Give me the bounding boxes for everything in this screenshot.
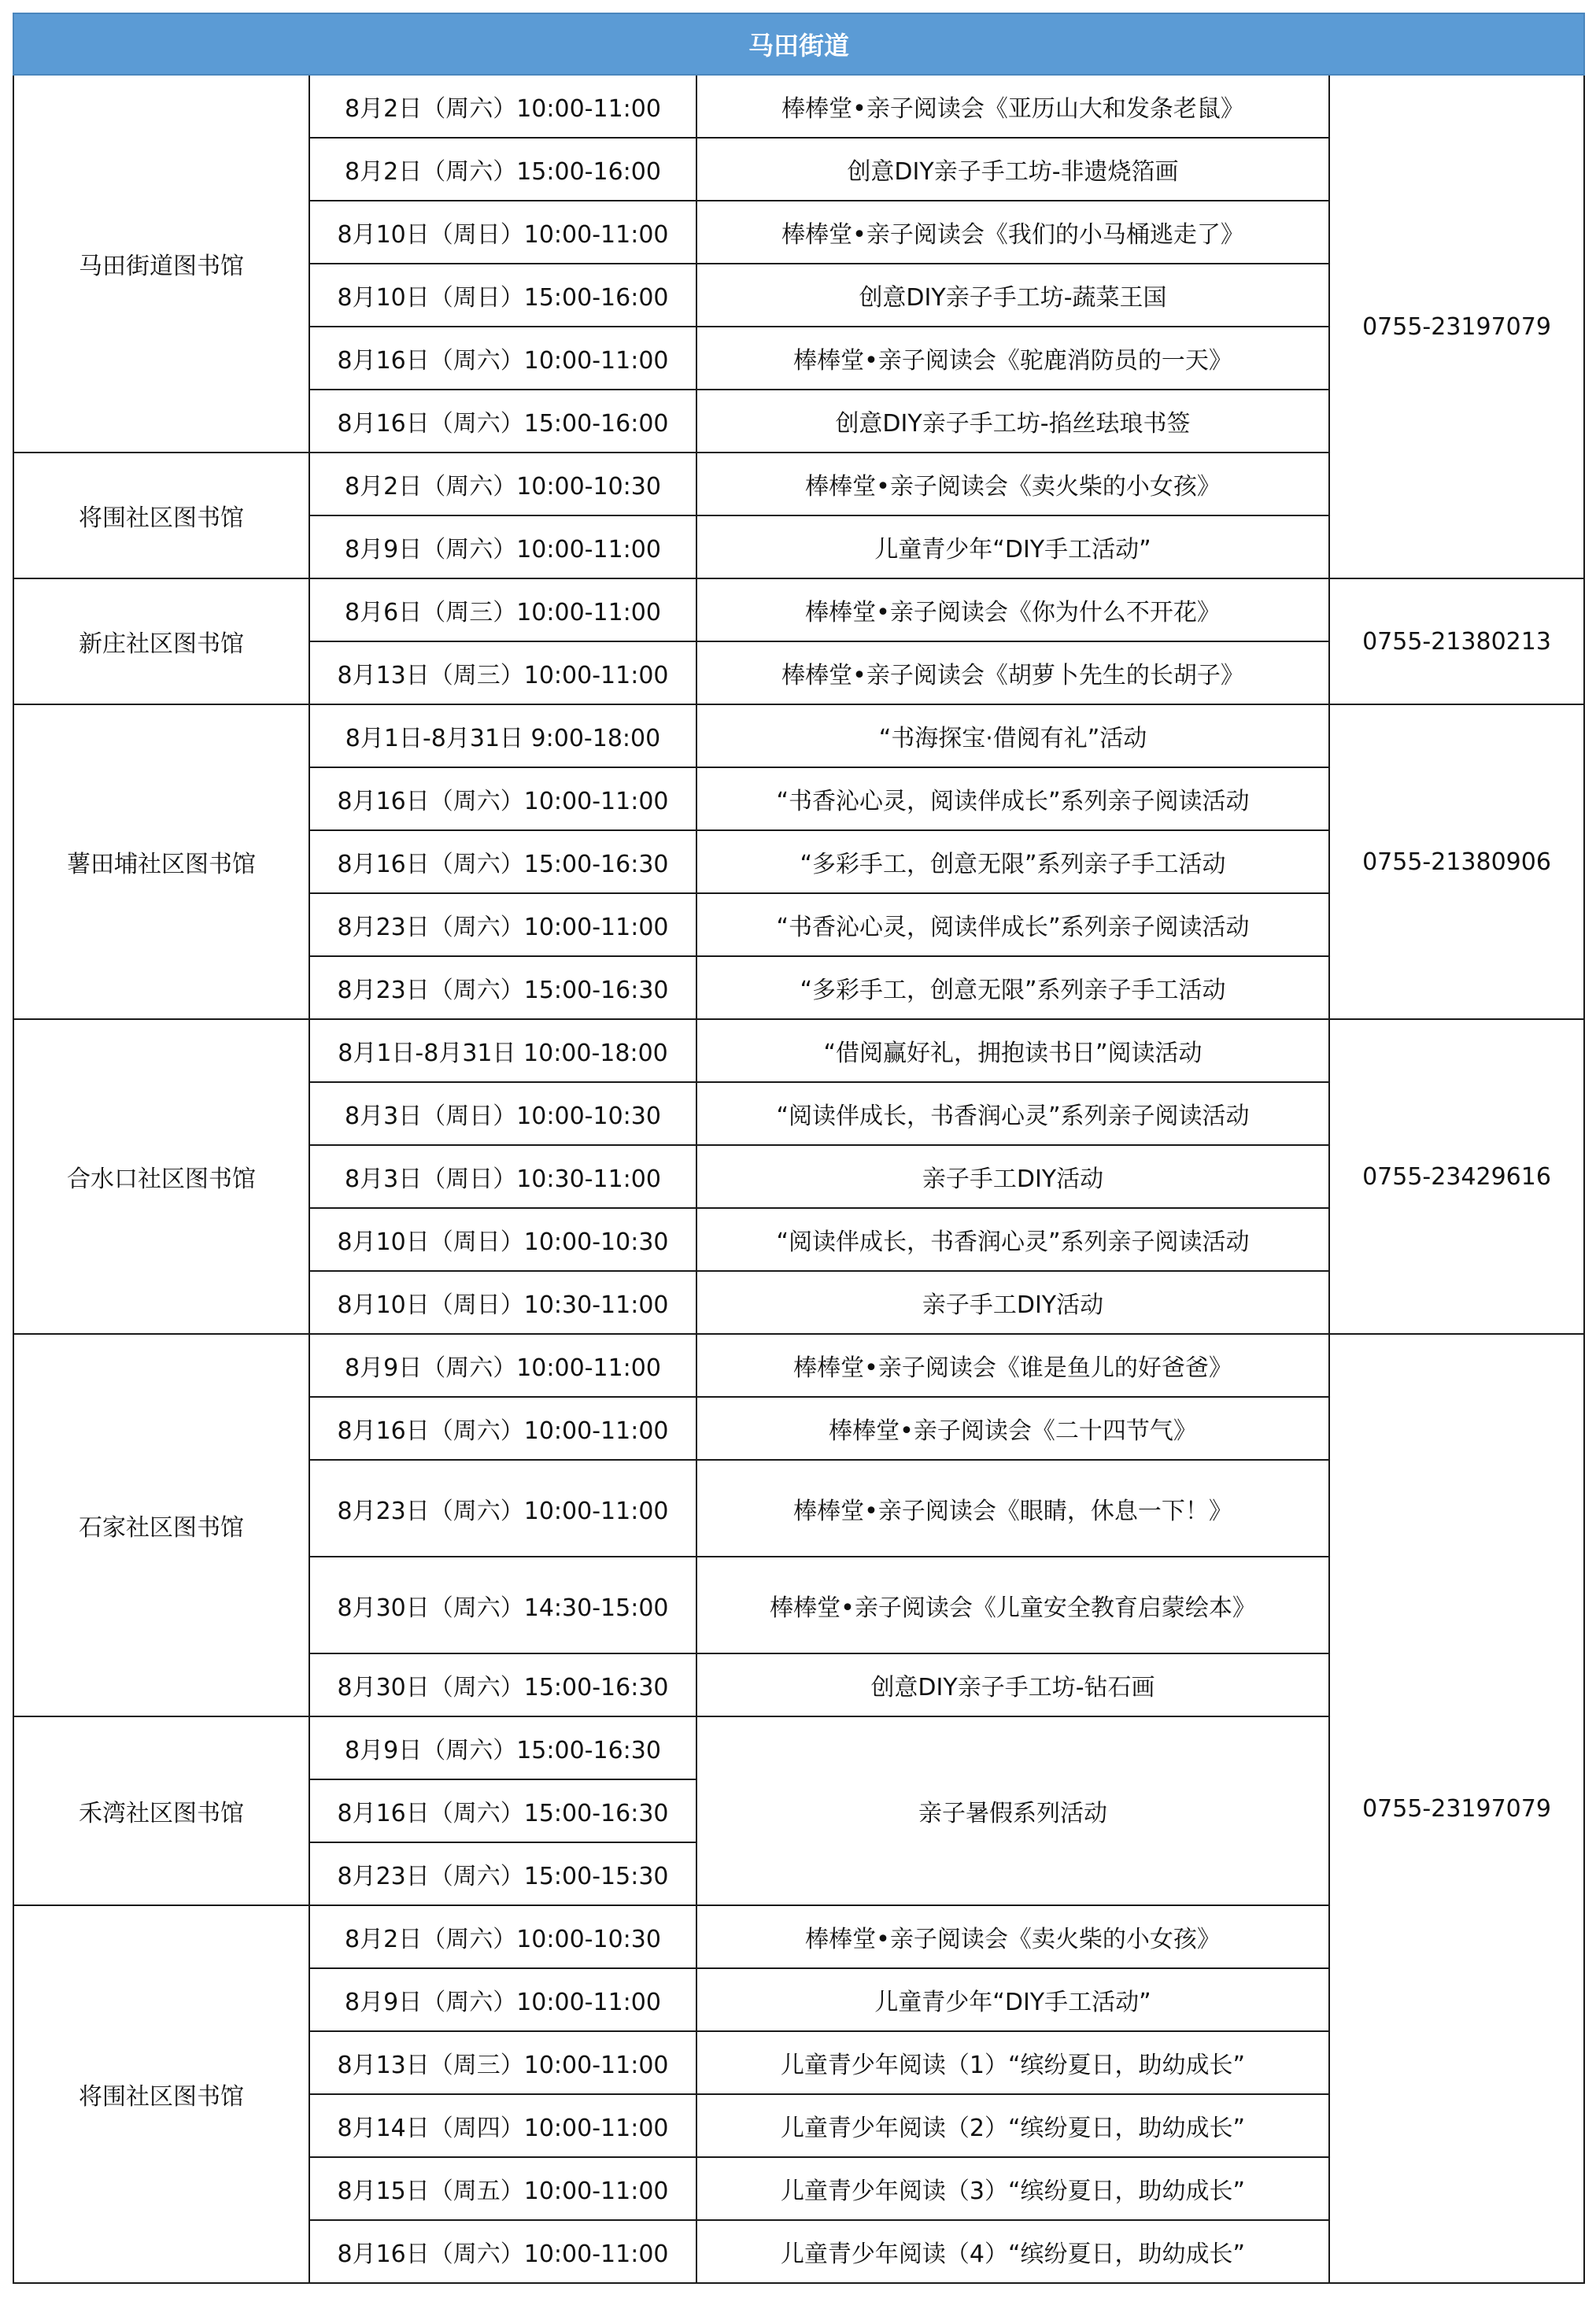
library-name: 薯田埔社区图书馆 <box>13 704 309 1019</box>
session-time: 8月30日（周六）15:00-16:30 <box>309 1653 696 1716</box>
activity-title: 创意DIY亲子手工坊-钻石画 <box>696 1653 1329 1716</box>
activity-title: 亲子手工DIY活动 <box>696 1271 1329 1334</box>
session-time: 8月1日-8月31日 9:00-18:00 <box>309 704 696 767</box>
contact-phone: 0755-23197079 <box>1329 1334 1584 2283</box>
session-time: 8月13日（周三）10:00-11:00 <box>309 2031 696 2094</box>
activity-title: 棒棒堂•亲子阅读会《二十四节气》 <box>696 1397 1329 1460</box>
table-row <box>13 578 1584 641</box>
library-name: 合水口社区图书馆 <box>13 1019 309 1334</box>
session-time: 8月23日（周六）15:00-16:30 <box>309 956 696 1019</box>
activity-title: 棒棒堂•亲子阅读会《胡萝卜先生的长胡子》 <box>696 641 1329 704</box>
contact-phone: 0755-23197079 <box>1329 75 1584 578</box>
table-row <box>13 704 1584 767</box>
session-time: 8月16日（周六）10:00-11:00 <box>309 327 696 390</box>
activity-title: 儿童青少年阅读（3）“缤纷夏日，助幼成长” <box>696 2157 1329 2220</box>
activity-title: 棒棒堂•亲子阅读会《亚历山大和发条老鼠》 <box>696 75 1329 138</box>
activity-title: “书香沁心灵，阅读伴成长”系列亲子阅读活动 <box>696 767 1329 830</box>
session-time: 8月23日（周六）15:00-15:30 <box>309 1842 696 1905</box>
activity-schedule-table <box>13 13 1585 2284</box>
session-time: 8月16日（周六）15:00-16:00 <box>309 390 696 453</box>
session-time: 8月2日（周六）10:00-11:00 <box>309 75 696 138</box>
activity-title: 创意DIY亲子手工坊-掐丝珐琅书签 <box>696 390 1329 453</box>
header-row <box>13 13 1584 75</box>
activity-title: 亲子手工DIY活动 <box>696 1145 1329 1208</box>
activity-title: “阅读伴成长，书香润心灵”系列亲子阅读活动 <box>696 1208 1329 1271</box>
contact-phone: 0755-23429616 <box>1329 1019 1584 1334</box>
activity-title: 棒棒堂•亲子阅读会《眼睛，休息一下！》 <box>696 1460 1329 1557</box>
activity-title: 亲子暑假系列活动 <box>696 1716 1329 1905</box>
session-time: 8月3日（周日）10:30-11:00 <box>309 1145 696 1208</box>
session-time: 8月23日（周六）10:00-11:00 <box>309 1460 696 1557</box>
session-time: 8月2日（周六）15:00-16:00 <box>309 138 696 201</box>
activity-title: “多彩手工，创意无限”系列亲子手工活动 <box>696 830 1329 893</box>
contact-phone: 0755-21380213 <box>1329 578 1584 704</box>
session-time: 8月23日（周六）10:00-11:00 <box>309 893 696 956</box>
activity-title: 棒棒堂•亲子阅读会《你为什么不开花》 <box>696 578 1329 641</box>
session-time: 8月1日-8月31日 10:00-18:00 <box>309 1019 696 1082</box>
activity-title: 创意DIY亲子手工坊-非遗烧箔画 <box>696 138 1329 201</box>
activity-title: 儿童青少年阅读（2）“缤纷夏日，助幼成长” <box>696 2094 1329 2157</box>
session-time: 8月10日（周日）10:30-11:00 <box>309 1271 696 1334</box>
activity-title: “书香沁心灵，阅读伴成长”系列亲子阅读活动 <box>696 893 1329 956</box>
activity-title: 儿童青少年阅读（1）“缤纷夏日，助幼成长” <box>696 2031 1329 2094</box>
session-time: 8月6日（周三）10:00-11:00 <box>309 578 696 641</box>
activity-title: “书海探宝·借阅有礼”活动 <box>696 704 1329 767</box>
session-time: 8月16日（周六）10:00-11:00 <box>309 767 696 830</box>
library-name: 马田街道图书馆 <box>13 75 309 453</box>
session-time: 8月10日（周日）10:00-11:00 <box>309 201 696 264</box>
table-row <box>13 1334 1584 1397</box>
session-time: 8月9日（周六）10:00-11:00 <box>309 1334 696 1397</box>
activity-title: 棒棒堂•亲子阅读会《驼鹿消防员的一天》 <box>696 327 1329 390</box>
table-row <box>13 1019 1584 1082</box>
activity-title: 棒棒堂•亲子阅读会《卖火柴的小女孩》 <box>696 453 1329 515</box>
activity-title: 创意DIY亲子手工坊-蔬菜王国 <box>696 264 1329 327</box>
session-time: 8月3日（周日）10:00-10:30 <box>309 1082 696 1145</box>
activity-title: “阅读伴成长，书香润心灵”系列亲子阅读活动 <box>696 1082 1329 1145</box>
activity-title: “借阅赢好礼，拥抱读书日”阅读活动 <box>696 1019 1329 1082</box>
activity-title: 棒棒堂•亲子阅读会《卖火柴的小女孩》 <box>696 1905 1329 1968</box>
session-time: 8月16日（周六）15:00-16:30 <box>309 1779 696 1842</box>
district-title: 马田街道 <box>13 13 1584 75</box>
session-time: 8月13日（周三）10:00-11:00 <box>309 641 696 704</box>
session-time: 8月9日（周六）15:00-16:30 <box>309 1716 696 1779</box>
session-time: 8月9日（周六）10:00-11:00 <box>309 1968 696 2031</box>
library-name: 将围社区图书馆 <box>13 1905 309 2283</box>
library-name: 禾湾社区图书馆 <box>13 1716 309 1905</box>
table-row <box>13 75 1584 138</box>
session-time: 8月9日（周六）10:00-11:00 <box>309 515 696 578</box>
session-time: 8月2日（周六）10:00-10:30 <box>309 1905 696 1968</box>
session-time: 8月16日（周六）15:00-16:30 <box>309 830 696 893</box>
session-time: 8月2日（周六）10:00-10:30 <box>309 453 696 515</box>
activity-title: 儿童青少年阅读（4）“缤纷夏日，助幼成长” <box>696 2220 1329 2283</box>
session-time: 8月30日（周六）14:30-15:00 <box>309 1557 696 1653</box>
library-name: 新庄社区图书馆 <box>13 578 309 704</box>
activity-title: 棒棒堂•亲子阅读会《儿童安全教育启蒙绘本》 <box>696 1557 1329 1653</box>
activity-title: 儿童青少年“DIY手工活动” <box>696 515 1329 578</box>
session-time: 8月10日（周日）15:00-16:00 <box>309 264 696 327</box>
library-name: 将围社区图书馆 <box>13 453 309 578</box>
activity-title: 儿童青少年“DIY手工活动” <box>696 1968 1329 2031</box>
activity-title: 棒棒堂•亲子阅读会《我们的小马桶逃走了》 <box>696 201 1329 264</box>
session-time: 8月10日（周日）10:00-10:30 <box>309 1208 696 1271</box>
contact-phone: 0755-21380906 <box>1329 704 1584 1019</box>
library-name: 石家社区图书馆 <box>13 1334 309 1716</box>
session-time: 8月16日（周六）10:00-11:00 <box>309 1397 696 1460</box>
session-time: 8月16日（周六）10:00-11:00 <box>309 2220 696 2283</box>
session-time: 8月14日（周四）10:00-11:00 <box>309 2094 696 2157</box>
activity-title: “多彩手工，创意无限”系列亲子手工活动 <box>696 956 1329 1019</box>
activity-title: 棒棒堂•亲子阅读会《谁是鱼儿的好爸爸》 <box>696 1334 1329 1397</box>
session-time: 8月15日（周五）10:00-11:00 <box>309 2157 696 2220</box>
